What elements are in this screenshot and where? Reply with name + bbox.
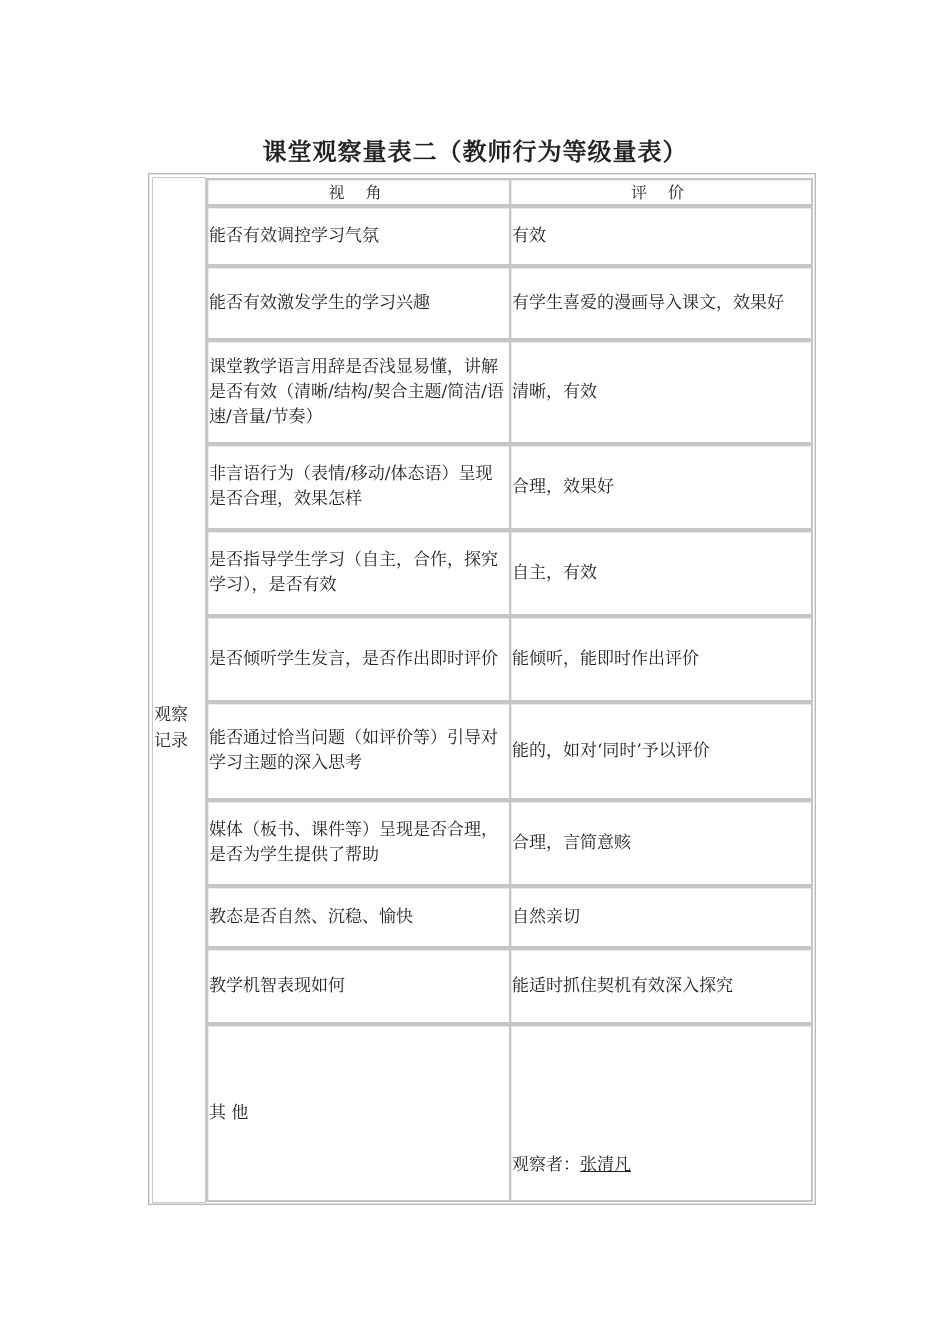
table-row-aspect: 其 他 [206, 1024, 511, 1202]
observer-cell [509, 1024, 813, 1202]
table-row-aspect: 能否通过恰当问题（如评价等）引导对学习主题的深入思考 [206, 702, 511, 800]
table-row-aspect: 是否指导学生学习（自主，合作，探究学习），是否有效 [206, 530, 511, 616]
table-row-evaluation: 自然亲切 [509, 886, 813, 948]
table-row-evaluation: 合理，言简意赅 [509, 800, 813, 886]
table-row-aspect: 课堂教学语言用辞是否浅显易懂，讲解是否有效（清晰/结构/契合主题/简洁/语速/音量/节奏） [206, 340, 511, 444]
table-row-evaluation: 自主，有效 [509, 530, 813, 616]
observer-name: 张清凡 [580, 1155, 631, 1175]
table-row-aspect: 教学机智表现如何 [206, 948, 511, 1024]
table-row-aspect: 媒体（板书、课件等）呈现是否合理，是否为学生提供了帮助 [206, 800, 511, 886]
page-title: 课堂观察量表二（教师行为等级量表） [262, 138, 688, 166]
table-row-evaluation: 合理，效果好 [509, 444, 813, 530]
table-row-aspect: 能否有效调控学习气氛 [206, 206, 511, 266]
table-row-evaluation: 能倾听，能即时作出评价 [509, 616, 813, 702]
table-row-evaluation: 清晰，有效 [509, 340, 813, 444]
table-row-evaluation: 有学生喜爱的漫画导入课文，效果好 [509, 266, 813, 340]
table-row-evaluation: 能的，如对‘同时’予以评价 [509, 702, 813, 800]
table-row-evaluation: 能适时抓住契机有效深入探究 [509, 948, 813, 1024]
header-aspect: 视 角 [206, 178, 511, 206]
side-label: 观察记录 [154, 705, 188, 751]
table-row-evaluation: 有效 [509, 206, 813, 266]
observer-label: 观察者： [512, 1155, 580, 1175]
table-row-aspect: 能否有效激发学生的学习兴趣 [206, 266, 511, 340]
side-column [152, 177, 206, 1203]
table-row-aspect: 非言语行为（表情/移动/体态语）呈现是否合理，效果怎样 [206, 444, 511, 530]
table-row-aspect: 是否倾听学生发言，是否作出即时评价 [206, 616, 511, 702]
table-row-aspect: 教态是否自然、沉稳、愉快 [206, 886, 511, 948]
header-evaluation: 评 价 [509, 178, 813, 206]
